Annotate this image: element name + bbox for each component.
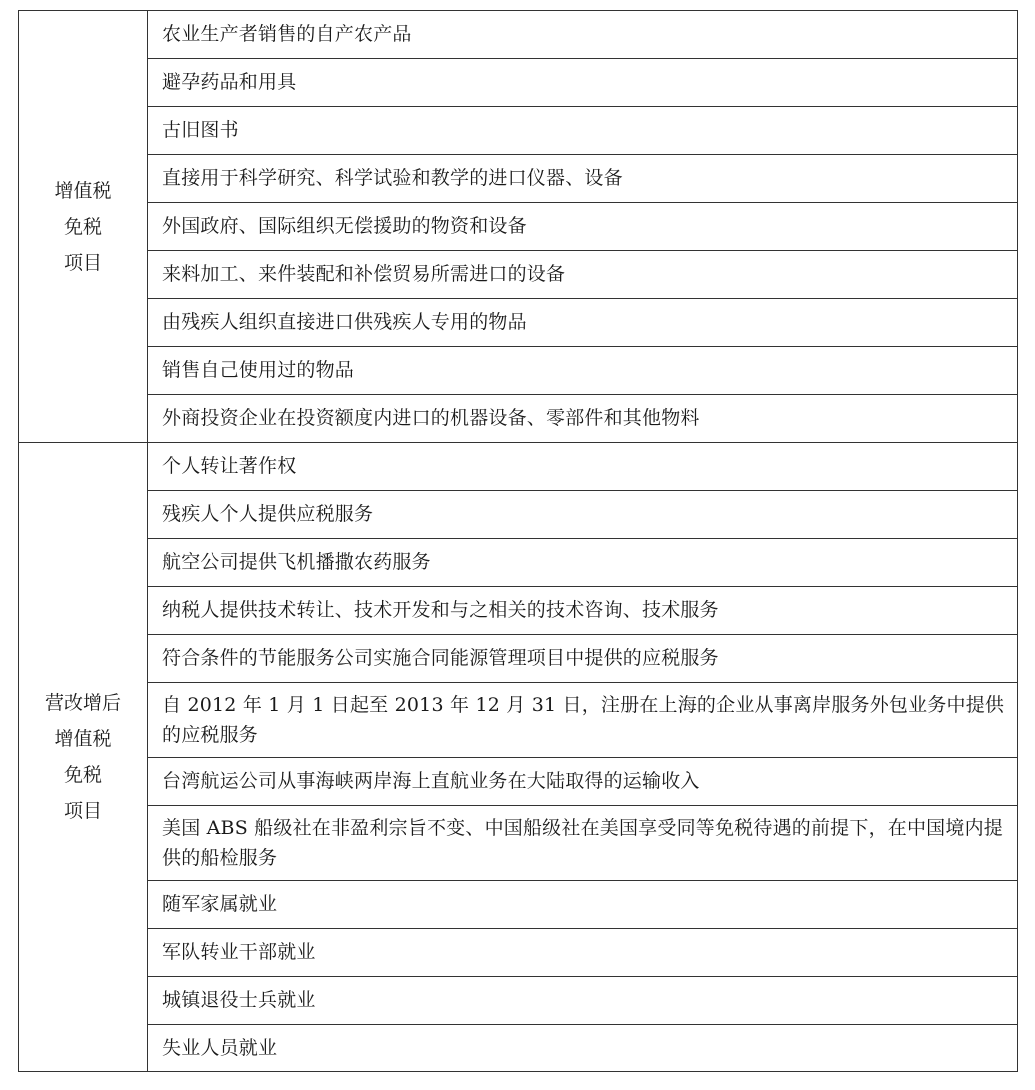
category-line: 营改增后 (44, 692, 121, 714)
item-cell: 残疾人个人提供应税服务 (148, 491, 1018, 539)
table-row (19, 395, 1018, 443)
item-cell: 来料加工、来件装配和补偿贸易所需进口的设备 (148, 251, 1018, 299)
category-cell-vat (19, 11, 148, 443)
table-row (19, 881, 1018, 929)
item-cell: 个人转让著作权 (148, 443, 1018, 491)
table-row (19, 155, 1018, 203)
table-row (19, 806, 1018, 881)
category-line: 免税 (63, 215, 102, 238)
table-row (19, 635, 1018, 683)
item-cell: 古旧图书 (148, 107, 1018, 155)
table-row (19, 977, 1018, 1025)
table-row (19, 59, 1018, 107)
table-row (19, 347, 1018, 395)
table-row (19, 758, 1018, 806)
item-cell: 农业生产者销售的自产农产品 (148, 11, 1018, 59)
item-cell: 美国 ABS 船级社在非盈利宗旨不变、中国船级社在美国享受同等免税待遇的前提下，在中国境内提供的船检服务 (148, 806, 1018, 881)
table-row (19, 251, 1018, 299)
table-row (19, 929, 1018, 977)
category-line: 项目 (63, 251, 102, 274)
item-cell: 销售自己使用过的物品 (148, 347, 1018, 395)
tax-exemption-table (18, 10, 1018, 1072)
item-cell: 军队转业干部就业 (148, 929, 1018, 977)
table-row (19, 299, 1018, 347)
category-line: 项目 (63, 800, 102, 822)
category-line: 增值税 (54, 728, 112, 750)
table-row (19, 203, 1018, 251)
item-cell: 自 2012 年 1 月 1 日起至 2013 年 12 月 31 日，注册在上海的企业从事离岸服务外包业务中提供的应税服务 (148, 683, 1018, 758)
item-cell: 避孕药品和用具 (148, 59, 1018, 107)
category-line: 免税 (63, 764, 102, 786)
item-cell: 城镇退役士兵就业 (148, 977, 1018, 1025)
table-row (19, 491, 1018, 539)
item-cell: 随军家属就业 (148, 881, 1018, 929)
table-row (19, 1025, 1018, 1072)
item-cell: 外国政府、国际组织无偿援助的物资和设备 (148, 203, 1018, 251)
item-cell: 符合条件的节能服务公司实施合同能源管理项目中提供的应税服务 (148, 635, 1018, 683)
item-cell: 航空公司提供飞机播撒农药服务 (148, 539, 1018, 587)
table-row (19, 11, 1018, 59)
item-cell: 失业人员就业 (148, 1025, 1018, 1072)
category-line: 增值税 (54, 179, 112, 202)
item-cell: 由残疾人组织直接进口供残疾人专用的物品 (148, 299, 1018, 347)
table-row (19, 443, 1018, 491)
table-row (19, 587, 1018, 635)
item-cell: 外商投资企业在投资额度内进口的机器设备、零部件和其他物料 (148, 395, 1018, 443)
item-cell: 台湾航运公司从事海峡两岸海上直航业务在大陆取得的运输收入 (148, 758, 1018, 806)
item-cell: 纳税人提供技术转让、技术开发和与之相关的技术咨询、技术服务 (148, 587, 1018, 635)
table-row (19, 683, 1018, 758)
table-row (19, 107, 1018, 155)
table-row (19, 539, 1018, 587)
category-cell-vat-reform (19, 443, 148, 1072)
item-cell: 直接用于科学研究、科学试验和教学的进口仪器、设备 (148, 155, 1018, 203)
